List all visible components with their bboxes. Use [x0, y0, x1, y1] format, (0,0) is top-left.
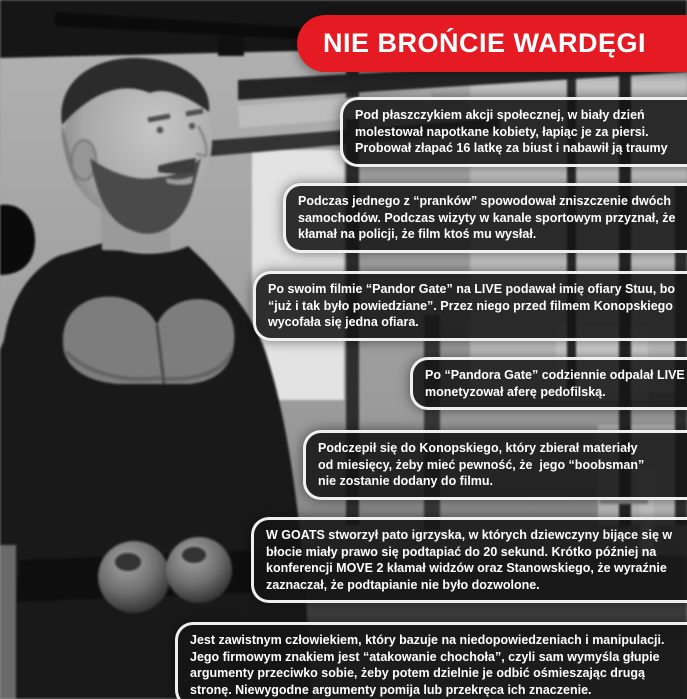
claim-bubble-7	[175, 622, 687, 699]
eye-left	[157, 127, 164, 134]
brow-right	[186, 111, 203, 114]
claim-bubble-5	[303, 430, 687, 500]
claim-line: samochodów. Podczas wizyty w kanale sportowym przyznał, że	[298, 210, 676, 225]
claim-line: od miesięcy, żeby mieć pewność, że jego “boobsman”	[318, 457, 645, 472]
claim-bubble-4	[410, 357, 687, 410]
belt-pouch-right	[166, 537, 232, 603]
claim-line: “już i tak było powiedziane”. Przez niego przed filmem Konopskiego	[268, 298, 673, 313]
claim-line: nie zostanie dodany do filmu.	[318, 474, 494, 488]
claim-line: Po swoim filmie “Pandor Gate” na LIVE podawał imię ofiary Stuu, bo	[268, 282, 676, 296]
claim-line: Jest zawistnym człowiekiem, który bazuje na niedopowiedzeniach i manipulacji.	[190, 633, 665, 647]
belt-pouch-left	[98, 541, 170, 613]
eye-right	[189, 123, 195, 129]
claim-line: W GOATS stworzył pato igrzyska, w których dziewczyny bijące się w	[266, 528, 673, 542]
claim-bubble-2	[283, 183, 687, 253]
claim-line: kłamał na policji, że film ktoś mu wysłał.	[298, 227, 537, 241]
claim-line: Po “Pandora Gate” codziennie odpalał LIVE	[425, 368, 685, 382]
claim-line: monetyzował aferę pedofilską.	[425, 384, 606, 399]
claim-bubble-6	[251, 517, 687, 603]
claim-line: molestował napotkane kobiety, łapiąc je za piersi.	[355, 124, 649, 139]
claim-bubble-3	[253, 271, 687, 341]
claim-line: stronę. Niewygodne argumenty pomija lub przekręca ich znaczenie.	[190, 682, 592, 697]
claim-bubble-1	[340, 97, 687, 167]
title-banner	[297, 15, 687, 72]
claim-line: Podczepił się do Konopskiego, który zbierał materiały	[318, 441, 638, 455]
claim-line: Podczas jednego z “pranków” spowodował zniszczenie dwóch	[298, 194, 671, 208]
page-title: NIE BROŃCIE WARDĘGI	[323, 28, 647, 58]
claim-line: zaznaczał, że podtapianie nie było dozwolone.	[266, 577, 540, 592]
claim-line: błocie miały prawo się podtapiać do 20 sekund. Krótko później na	[266, 544, 657, 559]
claim-line: argumenty przeciwko sobie, żeby potem dzielnie je odbić ośmieszając drugą	[190, 666, 645, 680]
claim-line: Pod płaszczykiem akcji społecznej, w biały dzień	[355, 108, 645, 122]
claim-line: wycofała się jedna ofiara.	[268, 315, 419, 329]
claim-line: Jego firmowym znakiem jest “atakowanie chochoła”, czyli sam wymyśla głupie	[190, 649, 660, 664]
claim-line: Probował złapać 16 latkę za biust i nabawił ją traumy	[355, 141, 668, 155]
claim-line: konferencji MOVE 2 kłamał widzów oraz Stanowskiego, że wyraźnie	[266, 561, 667, 575]
